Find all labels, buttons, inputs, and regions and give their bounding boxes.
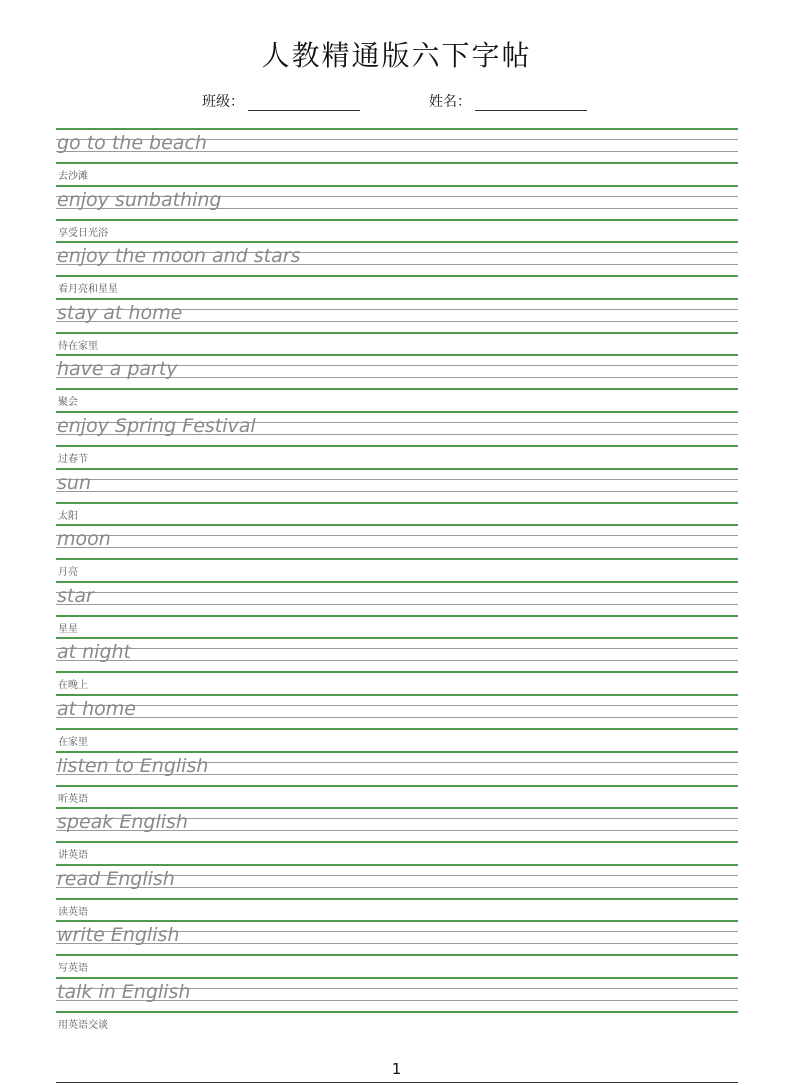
practice-row — [56, 241, 738, 298]
writing-line-green — [56, 637, 738, 639]
writing-line-gray — [56, 717, 738, 718]
chinese-meaning: 听英语 — [58, 793, 88, 805]
writing-line-green — [56, 864, 738, 866]
writing-line-green — [56, 954, 738, 956]
english-phrase: enjoy the moon and stars — [57, 245, 301, 268]
english-phrase: stay at home — [57, 301, 183, 324]
writing-line-green — [56, 807, 738, 809]
practice-row — [56, 185, 738, 242]
class-label: 班级： — [202, 94, 244, 110]
english-phrase: at home — [57, 697, 136, 720]
writing-line-green — [56, 332, 738, 334]
writing-line-green — [56, 920, 738, 922]
practice-row — [56, 524, 738, 581]
writing-line-gray — [56, 660, 738, 661]
chinese-meaning: 太阳 — [58, 510, 78, 522]
practice-row — [56, 354, 738, 411]
class-blank[interactable] — [248, 95, 360, 111]
footer-divider — [56, 1082, 738, 1083]
writing-line-gray — [56, 547, 738, 548]
chinese-meaning: 过春节 — [58, 453, 88, 465]
practice-row — [56, 128, 738, 185]
practice-row — [56, 581, 738, 638]
writing-line-green — [56, 128, 738, 130]
english-phrase: sun — [57, 471, 91, 494]
writing-line-green — [56, 785, 738, 787]
name-field — [429, 91, 587, 111]
practice-row — [56, 864, 738, 921]
writing-line-green — [56, 241, 738, 243]
chinese-meaning: 在家里 — [58, 736, 88, 748]
writing-line-green — [56, 275, 738, 277]
writing-line-green — [56, 388, 738, 390]
chinese-meaning: 写英语 — [58, 963, 88, 975]
writing-line-green — [56, 219, 738, 221]
writing-line-green — [56, 615, 738, 617]
chinese-meaning: 月亮 — [58, 567, 78, 579]
chinese-meaning: 用英语交谈 — [58, 1019, 108, 1031]
writing-line-green — [56, 354, 738, 356]
writing-line-green — [56, 502, 738, 504]
chinese-meaning: 在晚上 — [58, 680, 88, 692]
english-phrase: at night — [57, 641, 132, 664]
writing-line-green — [56, 977, 738, 979]
english-phrase: write English — [57, 924, 180, 947]
writing-line-gray — [56, 604, 738, 605]
english-phrase: enjoy sunbathing — [57, 188, 222, 211]
english-phrase: enjoy Spring Festival — [57, 414, 256, 437]
page-title: 人教精通版六下字帖 — [261, 39, 532, 72]
english-phrase: moon — [57, 528, 111, 551]
chinese-meaning: 待在家里 — [58, 340, 98, 352]
writing-line-green — [56, 185, 738, 187]
practice-row — [56, 751, 738, 808]
chinese-meaning: 讲英语 — [58, 850, 88, 862]
writing-line-green — [56, 524, 738, 526]
practice-row — [56, 807, 738, 864]
writing-line-gray — [56, 491, 738, 492]
writing-line-green — [56, 445, 738, 447]
practice-row — [56, 977, 738, 1034]
practice-rows — [56, 128, 738, 1034]
writing-line-green — [56, 298, 738, 300]
practice-row — [56, 298, 738, 355]
english-phrase: star — [57, 584, 94, 607]
english-phrase: read English — [57, 867, 175, 890]
chinese-meaning: 读英语 — [58, 906, 88, 918]
writing-line-green — [56, 694, 738, 696]
english-phrase: talk in English — [57, 980, 191, 1003]
writing-line-green — [56, 468, 738, 470]
chinese-meaning: 星星 — [58, 623, 78, 635]
writing-line-gray — [56, 535, 738, 536]
writing-line-gray — [56, 479, 738, 480]
writing-line-green — [56, 751, 738, 753]
writing-line-green — [56, 898, 738, 900]
chinese-meaning: 去沙滩 — [58, 171, 88, 182]
name-blank[interactable] — [475, 95, 587, 111]
writing-line-green — [56, 671, 738, 673]
practice-row — [56, 920, 738, 977]
practice-row — [56, 694, 738, 751]
chinese-meaning: 看月亮和星星 — [58, 284, 118, 296]
writing-line-green — [56, 841, 738, 843]
english-phrase: listen to English — [57, 754, 209, 777]
writing-line-green — [56, 581, 738, 583]
practice-row — [56, 411, 738, 468]
english-phrase: go to the beach — [57, 132, 207, 154]
page-number: 1 — [391, 1060, 402, 1078]
class-field — [202, 91, 360, 111]
name-label: 姓名： — [429, 94, 471, 110]
writing-line-gray — [56, 592, 738, 593]
writing-line-gray — [56, 705, 738, 706]
english-phrase: have a party — [57, 358, 178, 381]
writing-line-green — [56, 1011, 738, 1013]
writing-line-gray — [56, 648, 738, 649]
english-phrase: speak English — [57, 811, 188, 834]
writing-line-green — [56, 162, 738, 164]
practice-row — [56, 468, 738, 525]
chinese-meaning: 聚会 — [58, 397, 78, 409]
writing-line-green — [56, 728, 738, 730]
chinese-meaning: 享受日光浴 — [58, 227, 108, 239]
writing-line-green — [56, 558, 738, 560]
practice-row — [56, 637, 738, 694]
writing-line-green — [56, 411, 738, 413]
